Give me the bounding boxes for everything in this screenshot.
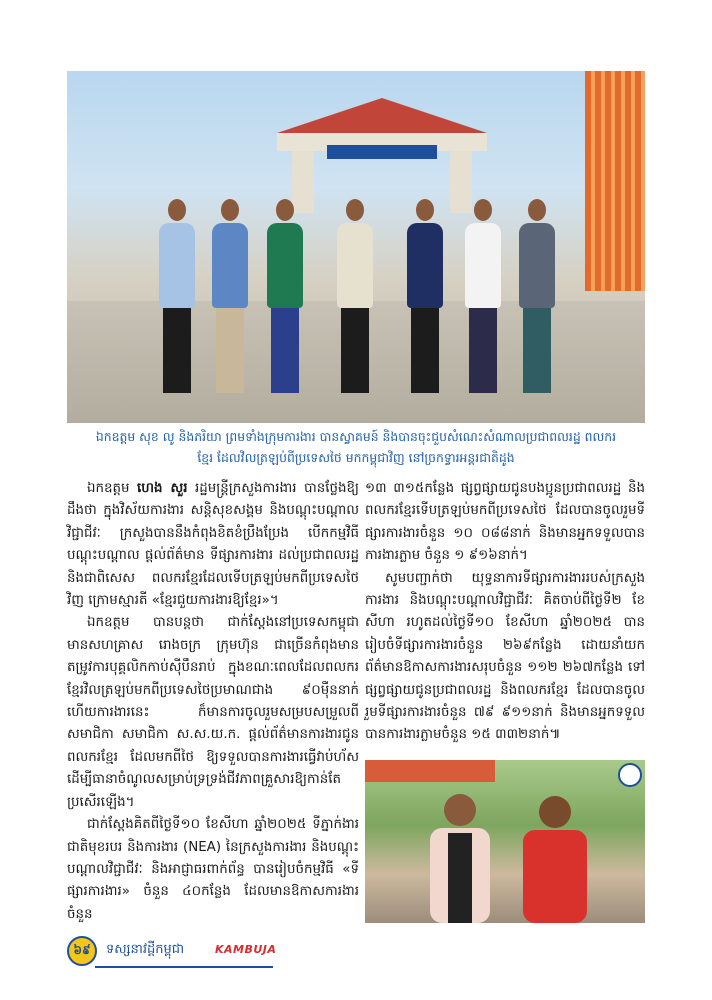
article-right-column [365,478,645,747]
border-gate-illustration [257,93,507,213]
caption-line-2: ខ្មែរ ដែលវិលត្រឡប់ពីប្រទេសថៃ មកកម្ពុជាវិញ នៅច្រកទ្វារអន្តរជាតិដូង [197,450,515,465]
main-photo [67,71,645,423]
paragraph-2: ឯកឧត្តម បានបន្តថា ជាក់ស្តែងនៅប្រទេសកម្ពុជាមានសហគ្រាស រោងចក្រ ក្រុមហ៊ុន ជាច្រើនកំពុងមានតម្រូវការបុគ្គលិកកាប់ស៊ីបឹនរាប់ ក្នុងខណៈពេលដែលពលករខ្មែរវិលត្រឡប់មកពីប្រទេសថៃប្រមាណជាង ៩០ម៉ឺននាក់ ហើយការងារនេះ ក៏មានការចូលរួមសម្របសម្រួលពីសមាជិកា សមាជិកា ស.ស.យ.ក. ផ្តល់ព័ត៌មានការងារជូនពលករខ្មែរ ដែលមកពីថៃ ឱ្យទទួលបានការងារធ្វើវាប់ហ័ស ដើម្បីធានាចំណូលសម្រាប់ទ្រទ្រង់ជីវភាពគ្រួសារឱ្យកាន់តែប្រសើរឡើង។ [67,615,359,810]
person-figure [337,199,373,393]
magazine-title-english: KAMBUJA [215,943,277,956]
person-figure [407,199,443,393]
paragraph-3: ជាក់ស្តែងគិតពីថ្ងៃទី១០ ខែសីហា ឆ្នាំ២០២៥ ទីភ្នាក់ងារជាតិមុខរបរ និងការងារ (NEA) នៃក្រសួងការងារ និងបណ្តុះបណ្តាលវិជ្ជាជីវៈ និងអាជ្ញាធរពាក់ព័ន្ធ បានរៀបចំកម្មវិធី «ទីផ្សារការងារ» ចំនួន ៤០កន្លែង ដែលមានឱកាសការងារ ចំនួន [67,817,359,922]
minister-name: ហេង សួរ [137,481,188,496]
person-figure [519,199,555,393]
decorative-wall [585,71,645,291]
secondary-photo [365,760,645,923]
person-figure [159,199,195,393]
caption-line-1: ឯកឧត្តម សុខ លូ និងភរិយា ព្រមទាំងក្រុមការងារ បានស្វាគមន៍ និងបានចុះជួបសំណេះសំណាលប្រជាពលរដ្ឋ ពលករ [95,429,617,444]
person-figure [212,199,248,393]
person-figure [515,790,595,923]
paragraph-5: សូមបញ្ជាក់ថា យុទ្ធនាការទីផ្សារការងាររបស់ក្រសួងការងារ និងបណ្តុះបណ្តាលវិជ្ជាជីវៈ គិតចាប់ពីថ្ងៃទី២ ខែសីហា រហូតដល់ថ្ងៃទី១០ ខែសីហា ឆ្នាំ២០២៥ បានរៀបចំទីផ្សារការងារចំនួន ២៦៩កន្លែង ដោយនាំយកព័ត៌មានឱកាសការងារសរុបចំនួន ១១២ ២៦៧កន្លែង ទៅផ្សព្វផ្សាយជូនប្រជាពលរដ្ឋ និងពលករខ្មែរ ដែលបានចូលរួមទីផ្សារការងារចំនួន ៧៩ ៩១១នាក់ និងមានអ្នកទទួលបានការងារភ្លាមចំនួន ១៥ ៣៣២នាក់៕ [365,570,645,743]
person-figure [465,199,501,393]
paragraph-4: ១៣ ៣១៥កន្លែង ផ្សព្វផ្សាយជូនបងប្អូនប្រជាពលរដ្ឋ និងពលករខ្មែរទើបត្រឡប់មកពីប្រទេសថៃ ដែលបានចូលរួមទីផ្សារការងារចំនួន ១០ ០៨៨នាក់ និងមានអ្នកទទួលបានការងារភ្លាម ចំនួន ១ ៩១៦នាក់។ [365,481,645,564]
paragraph-1: ឯកឧត្តម ហេង សួរ រដ្ឋមន្ត្រីក្រសួងការងារ បានថ្លែងឱ្យដឹងថា ក្នុងវិស័យការងារ សន្តិសុខសង្គម និងបណ្តុះបណ្តាលវិជ្ជាជីវៈ ក្រសួងបាននឹងកំពុងខិតខំប្រឹងប្រែង បើកកម្មវិធីបណ្តុះបណ្តាល ផ្តល់ព័ត៌មាន ទីផ្សារការងារ ដល់ប្រជាពលរដ្ឋ និងជាពិសេស ពលករខ្មែរដែលទើបត្រឡប់មកពីប្រទេសថៃវិញ ក្រោមស្មារតី «ខ្មែរជួយការងារឱ្យខ្មែរ»។ [67,481,359,609]
magazine-title-khmer: ទស្សនាវដ្តីកម្ពុជា [106,942,185,957]
footer-divider [95,966,273,968]
photo-caption [67,426,645,468]
page-number: ៦៩ [67,936,97,966]
article-left-column [67,478,359,926]
ministry-logo-icon [618,763,642,787]
person-figure [267,199,303,393]
person-figure [420,788,500,923]
tent-canopy [365,760,495,782]
